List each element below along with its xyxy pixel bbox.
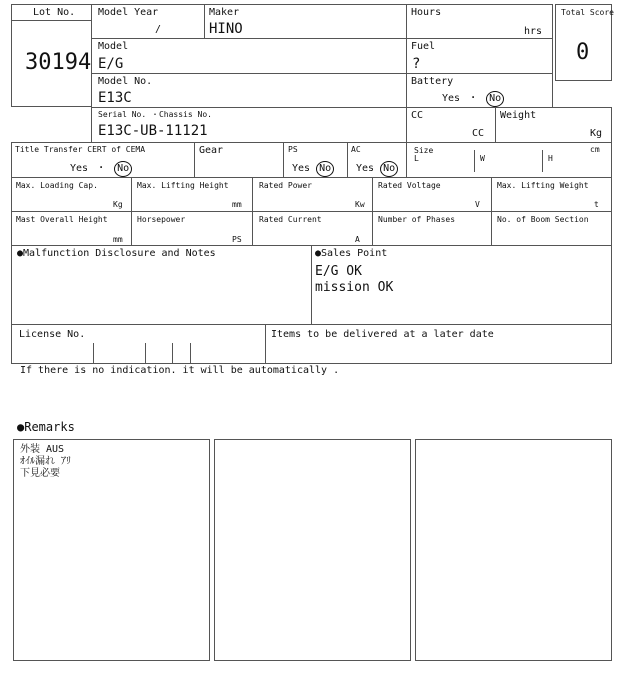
remarks-line-3: 下見必要 bbox=[20, 468, 60, 479]
sales-point-label: ●Sales Point bbox=[315, 248, 388, 259]
ps-label: PS bbox=[288, 145, 298, 154]
size-h: H bbox=[548, 154, 553, 163]
horsepower-label: Horsepower bbox=[137, 215, 186, 224]
battery-options bbox=[442, 91, 504, 107]
rated-power-label: Rated Power bbox=[259, 181, 312, 190]
size-box bbox=[406, 142, 612, 178]
model-year-value: / bbox=[155, 24, 162, 35]
battery-yes: Yes bbox=[442, 93, 461, 104]
max-loading-unit: Kg bbox=[113, 200, 123, 209]
ps-options bbox=[292, 161, 334, 177]
license-label: License No. bbox=[19, 329, 86, 340]
weight-label: Weight bbox=[500, 110, 537, 121]
notice-text: If there is no indication. it will be automatically . bbox=[20, 365, 340, 376]
serial-value: E13C-UB-11121 bbox=[98, 123, 208, 139]
cc-label: CC bbox=[411, 110, 424, 121]
ps-yes: Yes bbox=[292, 163, 311, 174]
maker-value: HINO bbox=[209, 21, 243, 37]
sales-point-line-2: mission OK bbox=[315, 280, 394, 295]
fuel-label: Fuel bbox=[411, 41, 436, 52]
ac-yes: Yes bbox=[356, 163, 375, 174]
lot-number: 30194 bbox=[25, 50, 92, 75]
phases-label: Number of Phases bbox=[378, 215, 456, 224]
model-value: E/G bbox=[98, 56, 124, 72]
fuel-value: ? bbox=[412, 56, 421, 72]
size-w: W bbox=[480, 154, 485, 163]
hours-unit: hrs bbox=[524, 26, 543, 37]
maker-label: Maker bbox=[209, 7, 240, 18]
gear-label: Gear bbox=[199, 145, 224, 156]
remarks-line-1: 外装 AUS bbox=[20, 444, 65, 455]
weight-unit: Kg bbox=[590, 128, 603, 139]
hours-label: Hours bbox=[411, 7, 442, 18]
title-transfer-separator: ・ bbox=[96, 163, 107, 174]
title-transfer-yes: Yes bbox=[70, 163, 89, 174]
model-no-label: Model No. bbox=[98, 76, 153, 87]
model-no-value: E13C bbox=[98, 90, 132, 106]
max-loading-label: Max. Loading Cap. bbox=[16, 181, 98, 190]
total-score-label: Total Score bbox=[561, 8, 614, 17]
lot-label: Lot No. bbox=[33, 7, 76, 18]
horsepower-unit: PS bbox=[232, 235, 242, 244]
sales-point-line-1: E/G OK bbox=[315, 264, 362, 279]
serial-label: Serial No. ・Chassis No. bbox=[98, 110, 212, 119]
ps-no-circled: No bbox=[316, 161, 334, 177]
rated-current-label: Rated Current bbox=[259, 215, 322, 224]
remarks-panel-3 bbox=[415, 439, 612, 661]
ac-options bbox=[356, 161, 398, 177]
remarks-line-2: ｵｲﾙ漏れ ｱﾘ bbox=[20, 456, 72, 467]
mast-height-unit: mm bbox=[113, 235, 123, 244]
rated-power-unit: Kw bbox=[355, 200, 365, 209]
battery-no-circled: No bbox=[486, 91, 504, 107]
max-lifting-height-unit: mm bbox=[232, 200, 242, 209]
remarks-panel-2 bbox=[214, 439, 411, 661]
battery-label: Battery bbox=[411, 76, 454, 87]
total-score-value: 0 bbox=[576, 40, 590, 65]
cc-unit: CC bbox=[472, 128, 485, 139]
ac-label: AC bbox=[351, 145, 361, 154]
rated-current-unit: A bbox=[355, 235, 360, 244]
rated-voltage-label: Rated Voltage bbox=[378, 181, 441, 190]
size-l: L bbox=[414, 154, 419, 163]
title-transfer-label: Title Transfer CERT of CEMA bbox=[15, 145, 146, 154]
size-label: Size bbox=[414, 146, 434, 155]
battery-separator: ・ bbox=[468, 93, 479, 104]
max-lifting-weight-unit: t bbox=[594, 200, 599, 209]
max-lifting-height-label: Max. Lifting Height bbox=[137, 181, 229, 190]
title-transfer-no-circled: No bbox=[114, 161, 132, 177]
ac-no-circled: No bbox=[380, 161, 398, 177]
mast-height-label: Mast Overall Height bbox=[16, 215, 108, 224]
model-label: Model bbox=[98, 41, 129, 52]
model-year-label: Model Year bbox=[98, 7, 159, 18]
rated-voltage-unit: V bbox=[475, 200, 480, 209]
size-unit: cm bbox=[590, 145, 600, 154]
remarks-label: ●Remarks bbox=[17, 420, 75, 434]
title-transfer-options bbox=[70, 161, 132, 177]
max-lifting-weight-label: Max. Lifting Weight bbox=[497, 181, 589, 190]
malfunction-label: ●Malfunction Disclosure and Notes bbox=[17, 248, 216, 259]
later-date-label: Items to be delivered at a later date bbox=[271, 329, 494, 340]
boom-section-label: No. of Boom Section bbox=[497, 215, 589, 224]
model-box bbox=[91, 38, 407, 74]
